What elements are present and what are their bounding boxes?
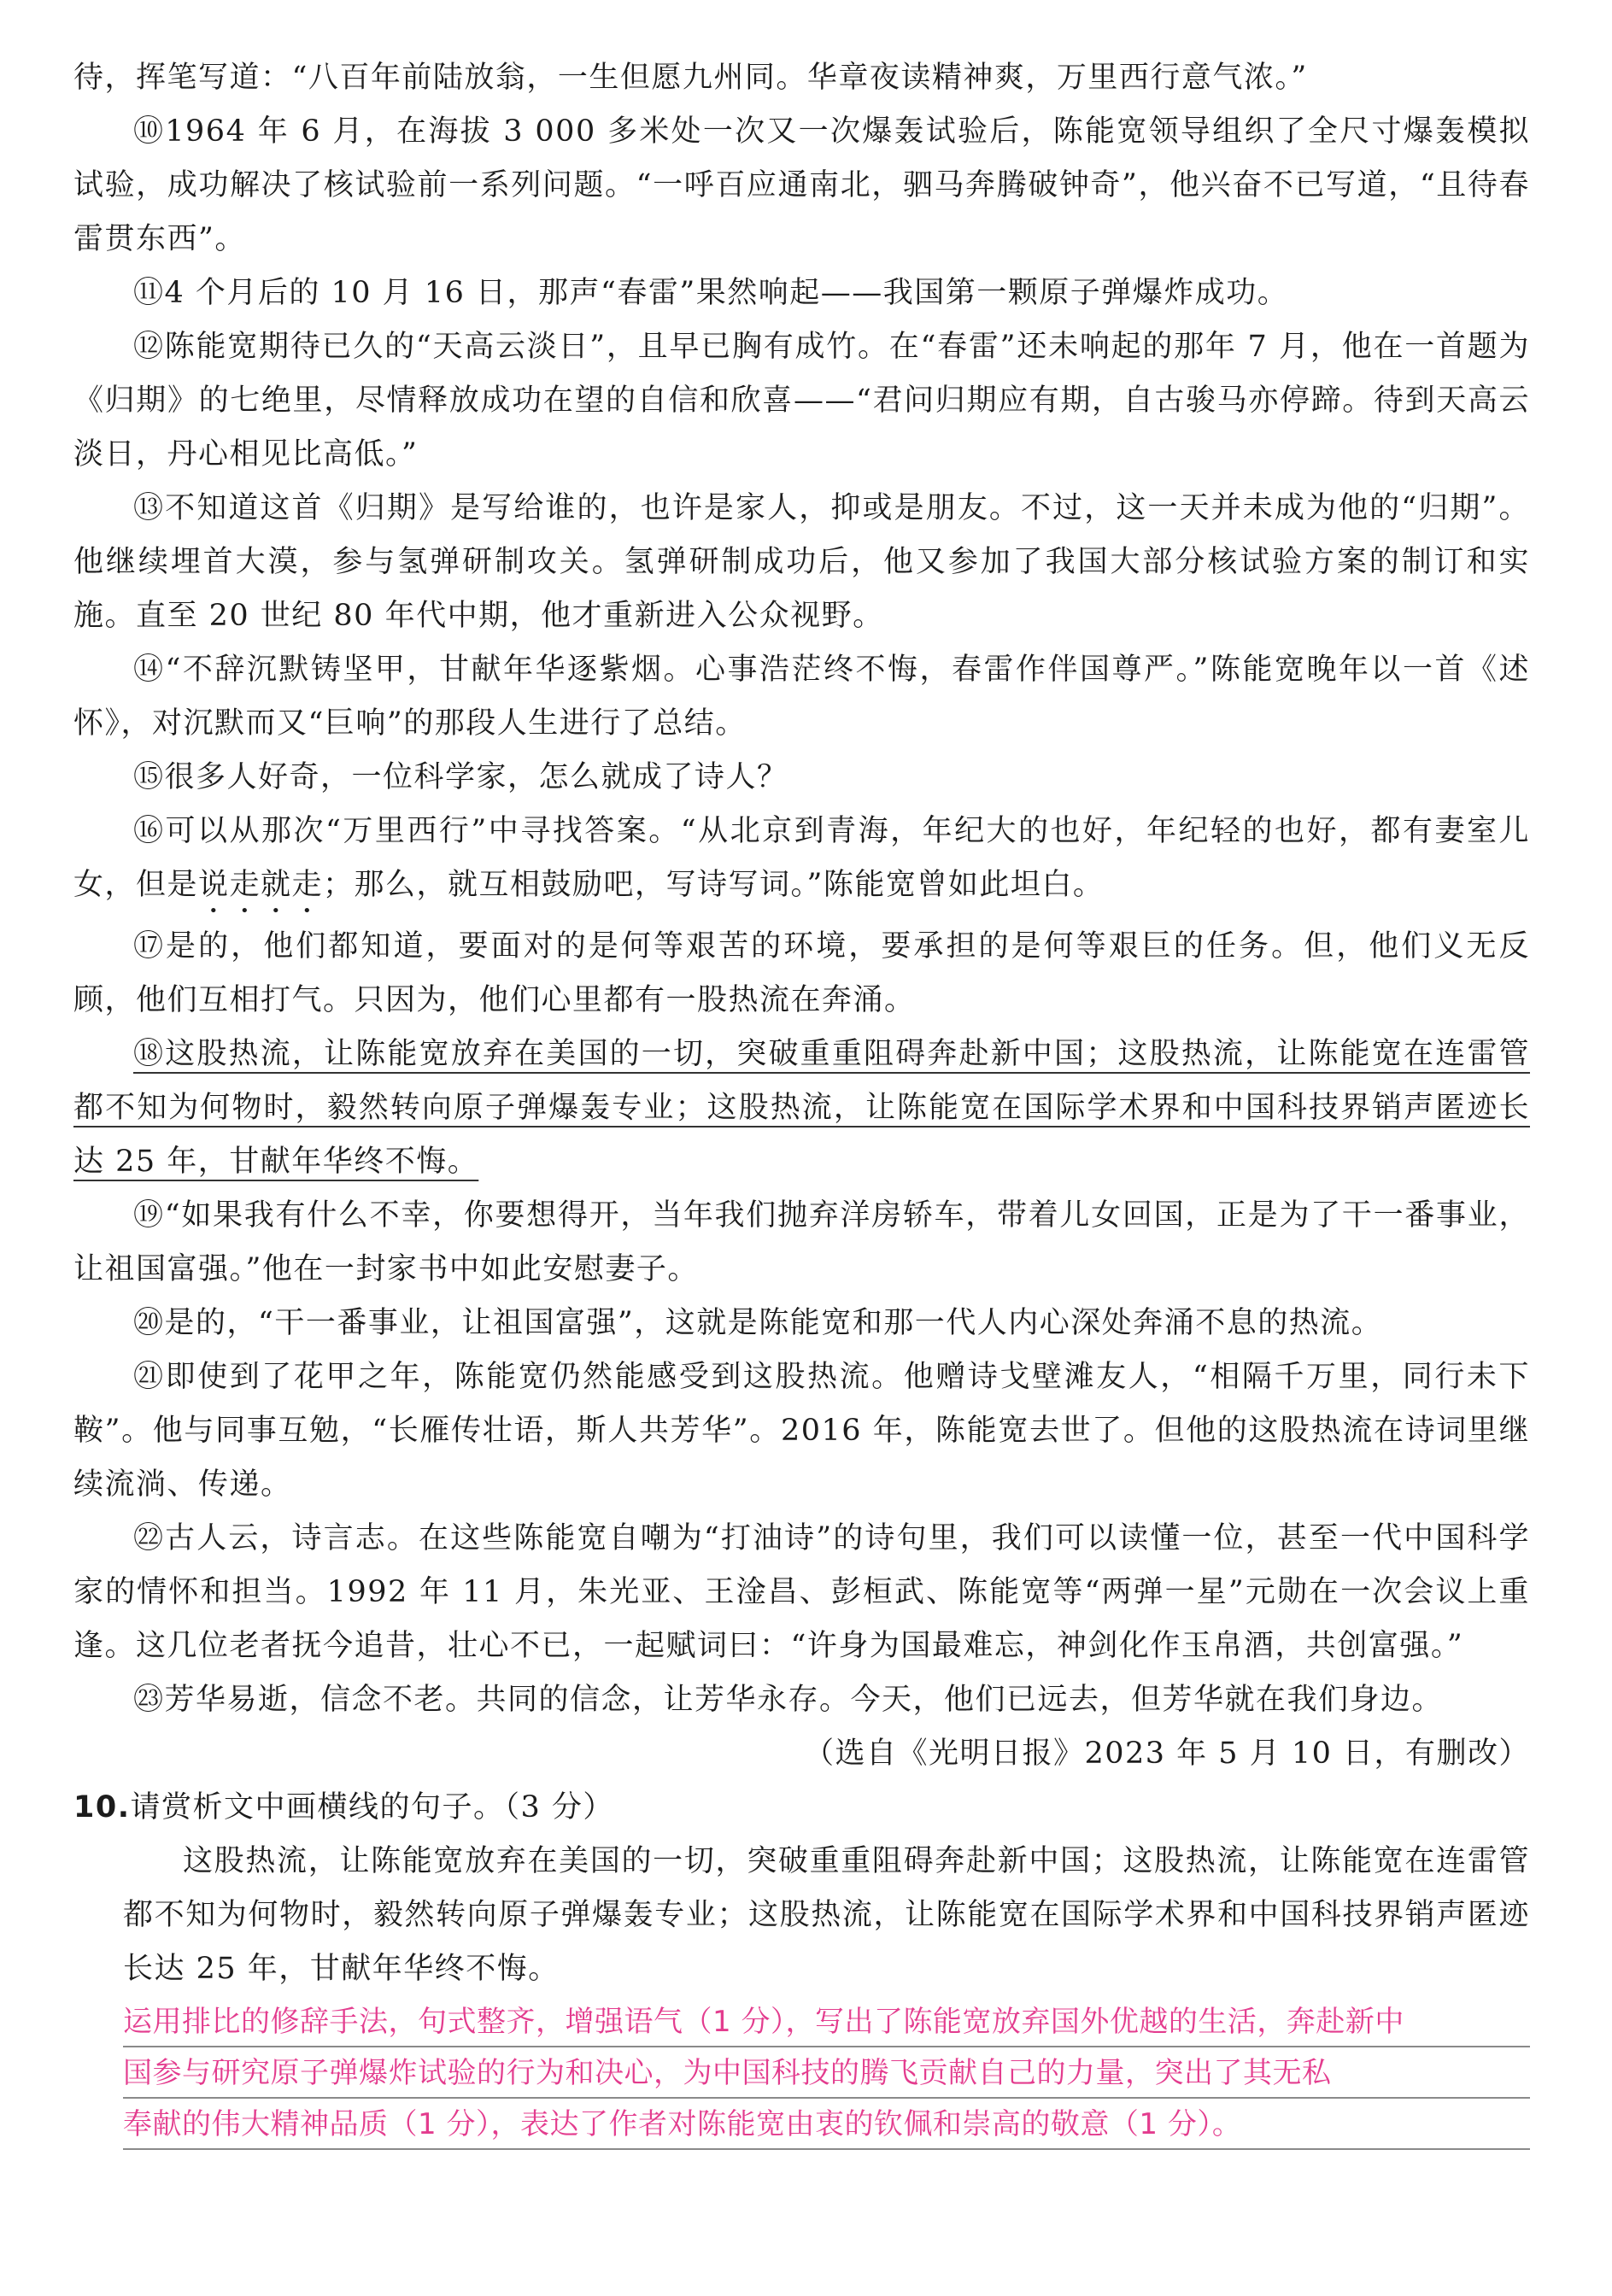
paragraph-11: ⑪4 个月后的 10 月 16 日，那声“春雷”果然响起——我国第一颗原子弹爆炸成功。 [133, 276, 1289, 310]
article-source: （选自《光明日报》2023 年 5 月 10 日，有删改） [803, 1737, 1530, 1771]
paragraph-16 [73, 805, 1530, 920]
paragraph-15: ⑮很多人好奇，一位科学家，怎么就成了诗人？ [133, 760, 788, 794]
paragraph-20: ⑳是的，“干一番事业，让祖国富强”，这就是陈能宽和那一代人内心深处奔涌不息的热流。 [133, 1306, 1383, 1340]
paragraph-17: ⑰是的，他们都知道，要面对的是何等艰苦的环境，要承担的是何等艰巨的任务。但，他们义无反顾，他们互相打气。只因为，他们心里都有一股热流在奔涌。 [73, 929, 1530, 1017]
paragraph-18 [73, 1028, 1530, 1189]
emphasis-dotted-phrase: 说走就走 [198, 868, 324, 902]
paragraph-9-end: 待，挥笔写道：“八百年前陆放翁，一生但愿九州同。华章夜读精神爽，万里西行意气浓。” [73, 61, 1308, 95]
question-prompt: 请赏析文中画横线的句子。（3 分） [130, 1790, 614, 1824]
paragraph-16-before: ⑯可以从那次“万里西行”中寻找答案。“从北京到青海，年纪大的也好，年纪轻的也好，都有妻室儿女，但是 [73, 814, 1530, 902]
paragraph-12: ⑫陈能宽期待已久的“天高云淡日”，且早已胸有成竹。在“春雷”还未响起的那年 7 月，他在一首题为《归期》的七绝里，尽情释放成功在望的自信和欣喜——“君问归期应有期，自古骏马亦停蹄。待到天高云淡日，丹心相见比高低。” [73, 330, 1530, 472]
paragraph-21: ㉑即使到了花甲之年，陈能宽仍然能感受到这股热流。他赠诗戈壁滩友人，“相隔千万里，同行未下鞍”。他与同事互勉，“长雁传壮语，斯人共芳华”。2016 年，陈能宽去世了。但他的这股热流在诗词里继续流淌、传递。 [73, 1360, 1530, 1502]
answer-line-3: 奉献的伟大精神品质（1 分），表达了作者对陈能宽由衷的钦佩和崇高的敬意（1 分）。 [123, 2099, 1530, 2150]
question-10 [73, 1781, 1530, 1835]
answer-line-1: 运用排比的修辞手法，句式整齐，增强语气（1 分），写出了陈能宽放弃国外优越的生活，奔赴新中 [123, 1996, 1530, 2047]
answer-area [123, 1996, 1530, 2150]
article-body-top [73, 51, 1530, 805]
paragraph-14: ⑭“不辞沉默铸坚甲，甘献年华逐紫烟。心事浩茫终不悔，春雷作伴国尊严。”陈能宽晚年以一首《述怀》，对沉默而又“巨响”的那段人生进行了总结。 [73, 653, 1530, 741]
paragraph-19: ⑲“如果我有什么不幸，你要想得开，当年我们抛弃洋房轿车，带着儿女回国，正是为了干一番事业，让祖国富强。”他在一封家书中如此安慰妻子。 [73, 1198, 1530, 1286]
underlined-sentence: ⑱这股热流，让陈能宽放弃在美国的一切，突破重重阻碍奔赴新中国；这股热流，让陈能宽在连雷管都不知为何物时，毅然转向原子弹爆轰专业；这股热流，让陈能宽在国际学术界和中国科技界销声匿迹长达 25 年，甘献年华终不悔。 [73, 1037, 1530, 1179]
paragraph-22: ㉒古人云，诗言志。在这些陈能宽自嘲为“打油诗”的诗句里，我们可以读懂一位，甚至一代中国科学家的情怀和担当。1992 年 11 月，朱光亚、王淦昌、彭桓武、陈能宽等“两弹一星”元勋在一次会议上重逢。这几位老者抚今追昔，壮心不已，一起赋词曰：“许身为国最难忘，神剑化作玉帛酒，共创富强。” [73, 1521, 1530, 1663]
question-quoted-sentence: 这股热流，让陈能宽放弃在美国的一切，突破重重阻碍奔赴新中国；这股热流，让陈能宽在连雷管都不知为何物时，毅然转向原子弹爆轰专业；这股热流，让陈能宽在国际学术界和中国科技界销声匿迹长达 25 年，甘献年华终不悔。 [123, 1844, 1530, 1986]
question-number: 10. [73, 1790, 131, 1824]
answer-line-2: 国参与研究原子弹爆炸试验的行为和决心，为中国科技的腾飞贡献自己的力量，突出了其无私 [123, 2047, 1530, 2099]
paragraph-16-after: ；那么，就互相鼓励吧，写诗写词。”陈能宽曾如此坦白。 [323, 868, 1105, 902]
paragraph-10: ⑩1964 年 6 月，在海拔 3 000 多米处一次又一次爆轰试验后，陈能宽领导组织了全尺寸爆轰模拟试验，成功解决了核试验前一系列问题。“一呼百应通南北，驷马奔腾破钟奇”，他兴奋不已写道，“且待春雷贯东西”。 [73, 114, 1530, 256]
paragraph-23: ㉓芳华易逝，信念不老。共同的信念，让芳华永存。今天，他们已远去，但芳华就在我们身边。 [133, 1683, 1444, 1717]
paragraph-13: ⑬不知道这首《归期》是写给谁的，也许是家人，抑或是朋友。不过，这一天并未成为他的“归期”。他继续埋首大漠，参与氢弹研制攻关。氢弹研制成功后，他又参加了我国大部分核试验方案的制订和实施。直至 20 世纪 80 年代中期，他才重新进入公众视野。 [73, 491, 1530, 633]
